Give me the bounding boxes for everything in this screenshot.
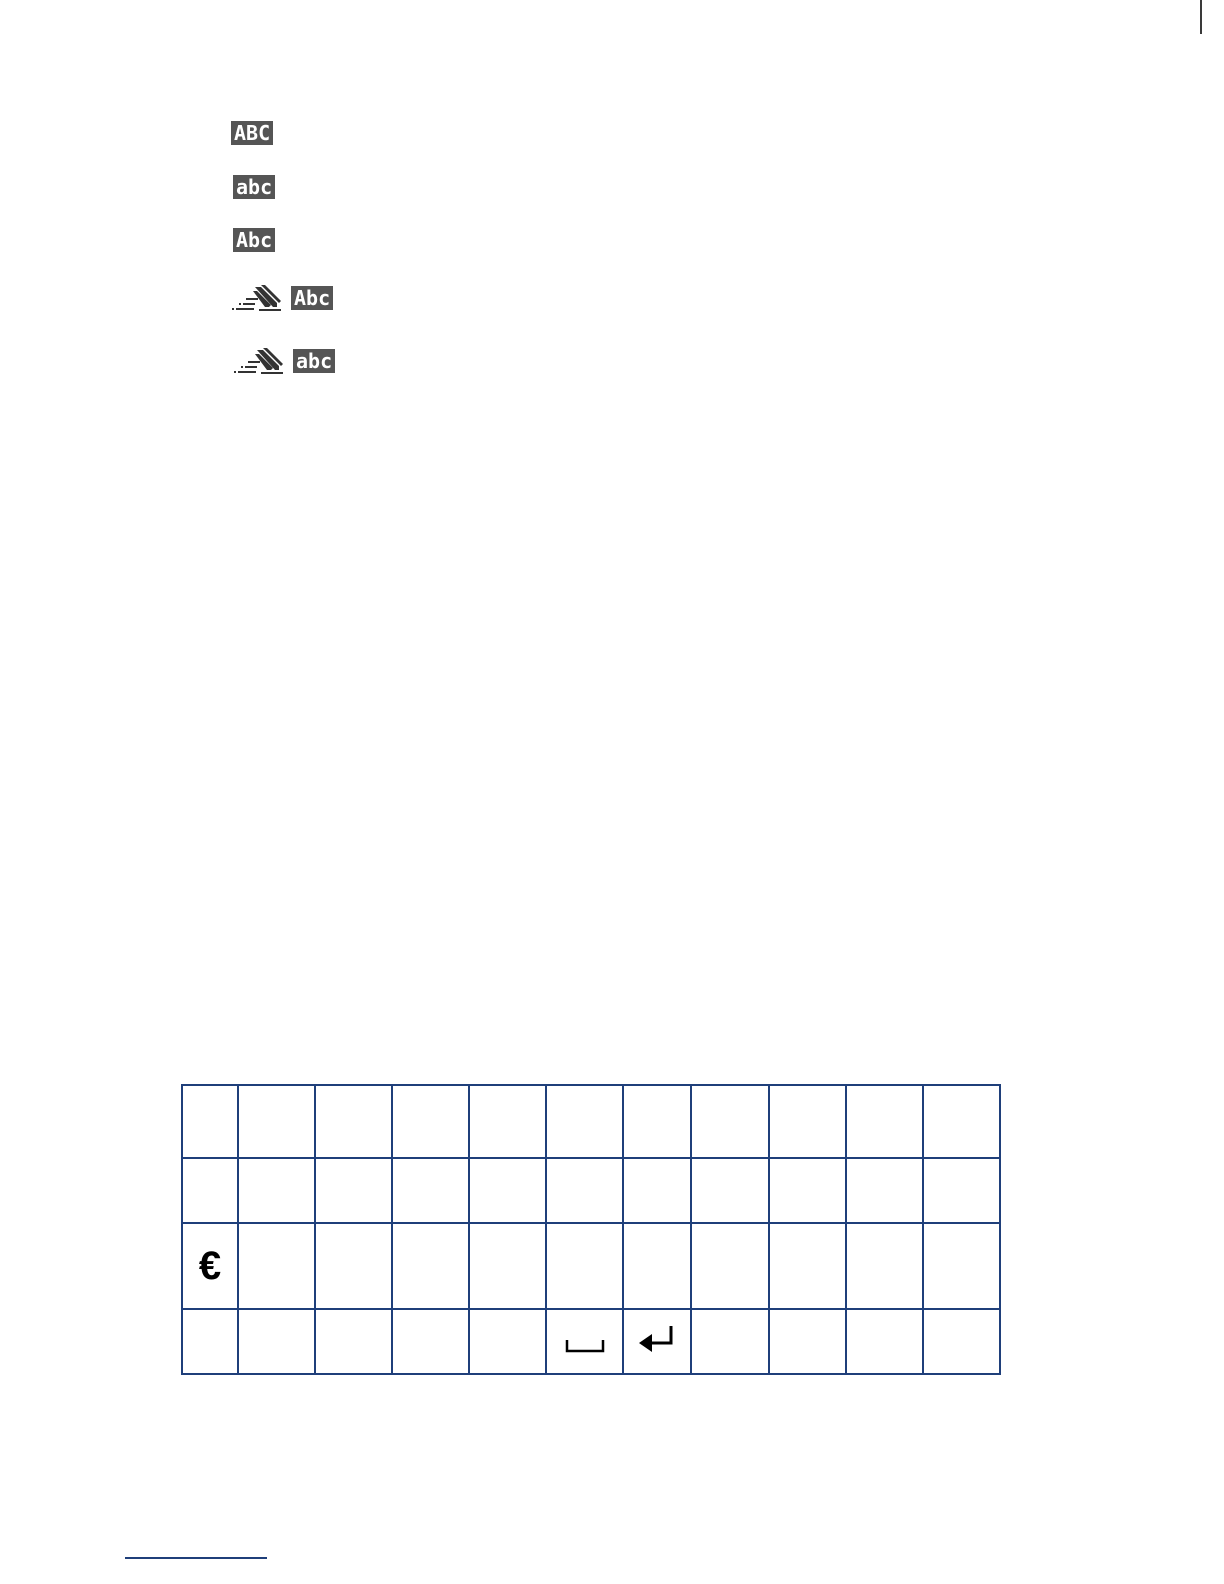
- predictive-text-pen-icon: [231, 283, 283, 313]
- table-cell: [846, 1085, 923, 1158]
- table-cell: [769, 1309, 846, 1374]
- table-cell: [923, 1085, 1000, 1158]
- table-row: [182, 1223, 1000, 1309]
- mode-badge-predictive-lowercase: abc: [293, 349, 335, 373]
- table-cell: [315, 1085, 392, 1158]
- space-cell: [546, 1309, 623, 1374]
- mode-row-lowercase: [233, 175, 275, 199]
- table-cell: [846, 1223, 923, 1309]
- mode-row-predictive-lowercase: [233, 346, 335, 376]
- table-row: [182, 1309, 1000, 1374]
- table-cell: [182, 1309, 238, 1374]
- table-row: [182, 1158, 1000, 1223]
- euro-cell: [182, 1223, 238, 1309]
- mode-row-predictive-sentence-case: [231, 283, 333, 313]
- table-cell: [392, 1309, 469, 1374]
- table-cell: [923, 1309, 1000, 1374]
- table-cell: [469, 1085, 546, 1158]
- table-cell: [846, 1158, 923, 1223]
- table-cell: [923, 1158, 1000, 1223]
- table-cell: [469, 1158, 546, 1223]
- table-cell: [623, 1223, 691, 1309]
- table-cell: [238, 1223, 315, 1309]
- table-cell: [315, 1223, 392, 1309]
- mode-badge-predictive-sentence-case: Abc: [291, 286, 333, 310]
- mode-badge-uppercase: ABC: [231, 121, 273, 145]
- table-cell: [691, 1158, 769, 1223]
- table-cell: [315, 1309, 392, 1374]
- table-cell: [469, 1223, 546, 1309]
- table-cell: [546, 1158, 623, 1223]
- footnote-separator: [125, 1557, 267, 1559]
- table-cell: [623, 1085, 691, 1158]
- table-row: [182, 1085, 1000, 1158]
- table-cell: [315, 1158, 392, 1223]
- table-cell: [182, 1158, 238, 1223]
- table-cell: [769, 1223, 846, 1309]
- table-cell: [546, 1223, 623, 1309]
- table-cell: [238, 1309, 315, 1374]
- table-cell: [182, 1085, 238, 1158]
- predictive-text-pen-icon: [233, 346, 285, 376]
- table-cell: [769, 1158, 846, 1223]
- table-cell: [691, 1223, 769, 1309]
- table-cell: [691, 1309, 769, 1374]
- page-edge-marker: [1200, 0, 1202, 34]
- table-cell: [238, 1085, 315, 1158]
- space-key-icon: [565, 1338, 605, 1354]
- table-cell: [392, 1085, 469, 1158]
- special-characters-table: [181, 1084, 1001, 1375]
- table-cell: [392, 1158, 469, 1223]
- euro-symbol: €: [198, 1243, 222, 1288]
- table-cell: [546, 1085, 623, 1158]
- table-cell: [392, 1223, 469, 1309]
- enter-cell: [623, 1309, 691, 1374]
- table-cell: [238, 1158, 315, 1223]
- mode-badge-lowercase: abc: [233, 175, 275, 199]
- mode-row-uppercase: [231, 121, 273, 145]
- table-cell: [769, 1085, 846, 1158]
- table-cell: [923, 1223, 1000, 1309]
- mode-row-sentence-case: [233, 228, 275, 252]
- table-cell: [469, 1309, 546, 1374]
- enter-key-icon: [637, 1324, 677, 1354]
- table-cell: [623, 1158, 691, 1223]
- mode-badge-sentence-case: Abc: [233, 228, 275, 252]
- table-cell: [691, 1085, 769, 1158]
- table-cell: [846, 1309, 923, 1374]
